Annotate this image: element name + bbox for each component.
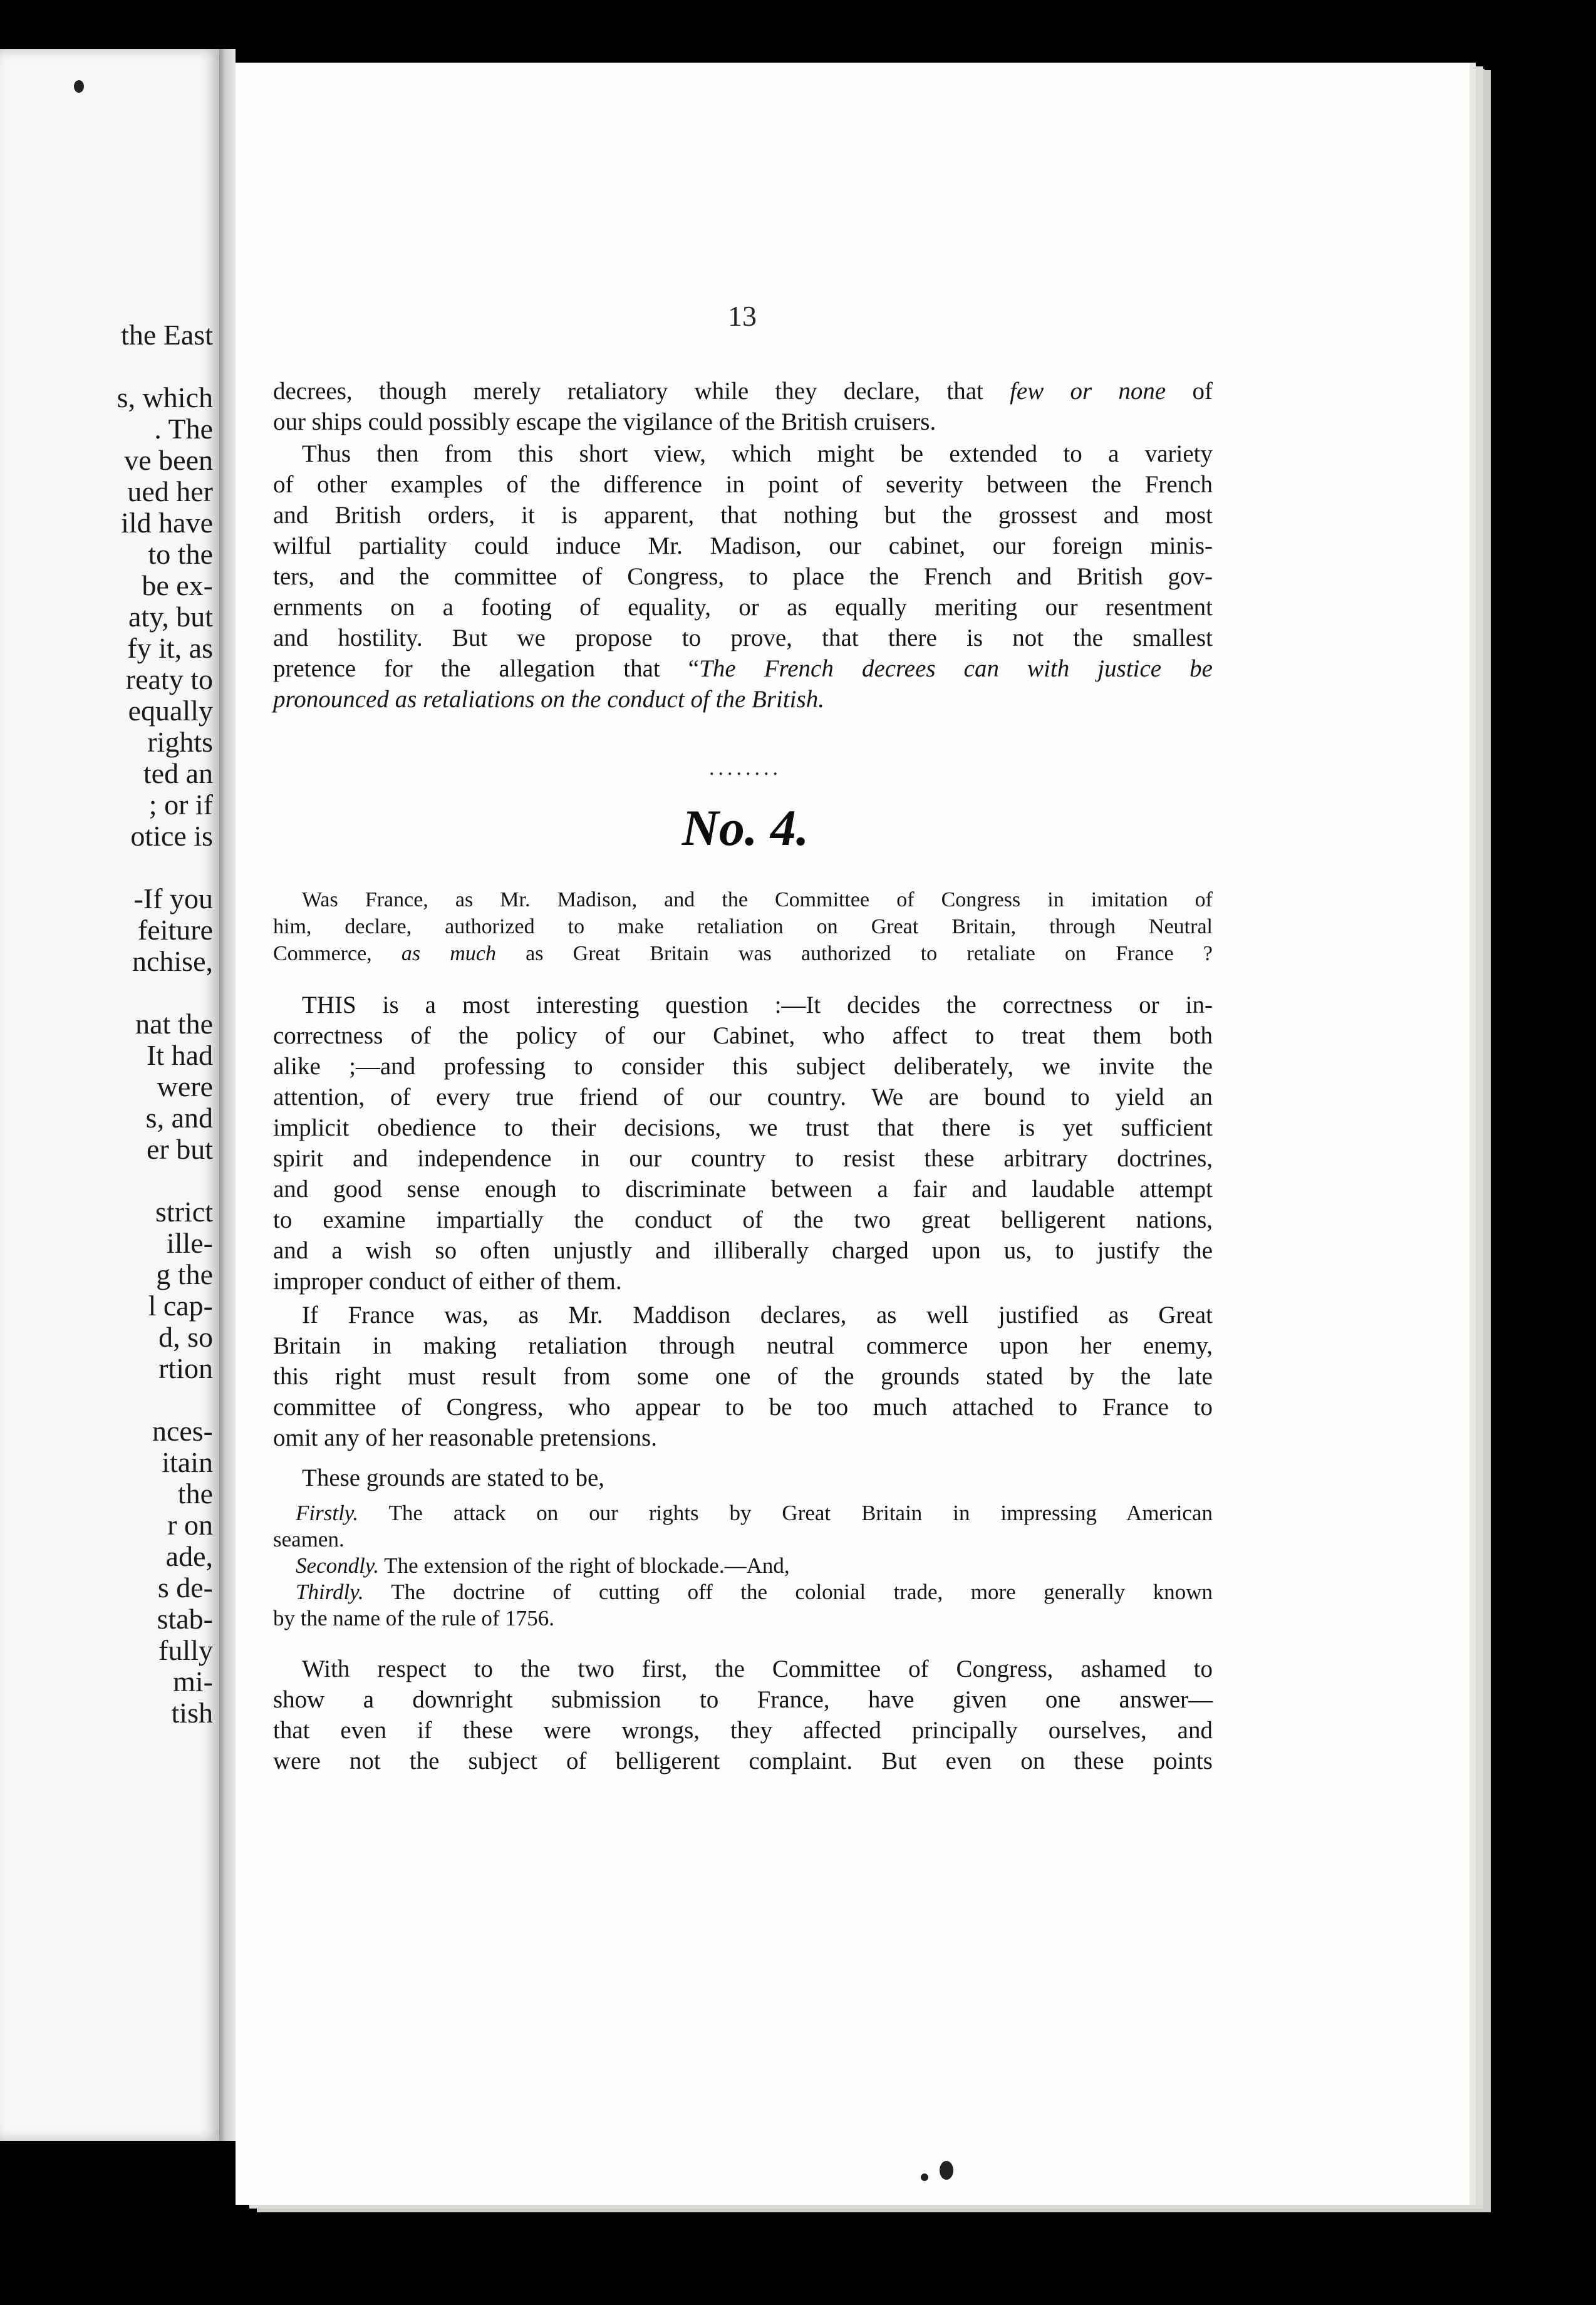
text-line: ters, and the committee of Congress, to place the French and British gov- bbox=[273, 563, 1213, 590]
summary-line-2: him, declare, authorized to make retaliation on Great Britain, through Neutral bbox=[273, 915, 1213, 938]
left-fragment-line: ild have bbox=[121, 507, 213, 539]
book-gutter bbox=[219, 49, 236, 2141]
text-line: These grounds are stated to be, bbox=[302, 1464, 605, 1491]
ink-smudge bbox=[74, 80, 84, 93]
left-fragment-line: s, which bbox=[117, 381, 213, 413]
ink-smudge bbox=[921, 2173, 928, 2181]
section-heading: No. 4. bbox=[681, 799, 809, 856]
section-divider-dots: ........ bbox=[709, 757, 782, 780]
paragraph-grounds bbox=[273, 1463, 1213, 1493]
text-line: show a downright submission to France, have given one answer— bbox=[273, 1686, 1213, 1713]
left-fragment-line: d, so bbox=[158, 1321, 213, 1353]
paragraph-with-respect bbox=[273, 1654, 1213, 1776]
text-line: that even if these were wrongs, they affected principally ourselves, and bbox=[273, 1717, 1213, 1744]
left-fragment-line: It had bbox=[146, 1039, 213, 1071]
left-fragment-line: equally bbox=[128, 695, 213, 727]
left-fragment-line: be ex- bbox=[142, 569, 213, 601]
text-line: improper conduct of either of them. bbox=[273, 1268, 622, 1295]
text-line: implicit obedience to their decisions, we trust that there is yet sufficient bbox=[273, 1114, 1213, 1141]
left-fragment-line: aty, but bbox=[128, 601, 213, 633]
left-fragment-line: nces- bbox=[152, 1415, 213, 1447]
text-line: attention, of every true friend of our country. We are bound to yield an bbox=[273, 1084, 1213, 1111]
intro-line-2: our ships could possibly escape the vigilance of the British cruisers. bbox=[273, 408, 936, 435]
text-line: omit any of her reasonable pretensions. bbox=[273, 1424, 657, 1451]
grounds-list bbox=[273, 1500, 1213, 1632]
page-number: 13 bbox=[728, 300, 757, 332]
left-fragment-line: ve been bbox=[124, 444, 213, 476]
left-fragment-line: s de- bbox=[157, 1572, 213, 1603]
text-line: committee of Congress, who appear to be too much attached to France to bbox=[273, 1394, 1213, 1421]
section-summary bbox=[273, 886, 1213, 967]
left-fragment-line: fy it, as bbox=[127, 632, 213, 664]
left-fragment-line: l cap- bbox=[148, 1290, 213, 1322]
left-fragment-line: otice is bbox=[130, 820, 213, 852]
left-fragment-line: mi- bbox=[173, 1665, 213, 1697]
intro-paragraph bbox=[273, 376, 1213, 437]
text-line: ernments on a footing of equality, or as equally meriting our resentment bbox=[273, 594, 1213, 621]
left-facing-page bbox=[0, 49, 219, 2141]
left-fragment-line: ; or if bbox=[148, 789, 213, 821]
left-fragment-line: stab- bbox=[157, 1603, 213, 1635]
left-fragment-line: to the bbox=[148, 538, 213, 570]
text-line: Britain in making retaliation through neutral commerce upon her enemy, bbox=[273, 1332, 1213, 1359]
list-item-firstly: Firstly. The attack on our rights by Great Britain in impressing American bbox=[296, 1501, 1213, 1525]
summary-line-1: Was France, as Mr. Madison, and the Committee of Congress in imitation of bbox=[302, 888, 1213, 911]
left-fragment-line: ade, bbox=[165, 1540, 213, 1572]
text-line: correctness of the policy of our Cabinet, who affect to treat them both bbox=[273, 1022, 1213, 1049]
list-item-thirdly: Thirdly. The doctrine of cutting off the colonial trade, more generally known bbox=[296, 1580, 1213, 1604]
left-fragment-line: -If you bbox=[133, 883, 213, 914]
text-line: With respect to the two first, the Committee of Congress, ashamed to bbox=[302, 1655, 1213, 1682]
list-item-thirdly-cont: by the name of the rule of 1756. bbox=[273, 1606, 555, 1630]
paragraph-if-france bbox=[273, 1300, 1213, 1453]
left-fragment-line: s, and bbox=[145, 1102, 213, 1134]
paragraph-thus-then bbox=[273, 438, 1213, 715]
text-line: pretence for the allegation that “The French decrees can with justice be bbox=[273, 655, 1213, 682]
summary-line-3: Commerce, as much as Great Britain was authorized to retaliate on France ? bbox=[273, 942, 1213, 965]
left-fragment-line: were bbox=[157, 1070, 213, 1102]
text-line: and hostility. But we propose to prove, that there is not the smallest bbox=[273, 624, 1213, 651]
text-line: and good sense enough to discriminate between a fair and laudable attempt bbox=[273, 1176, 1213, 1203]
left-fragment-line: g the bbox=[156, 1258, 213, 1290]
left-fragment-line: the East bbox=[121, 319, 213, 351]
text-line: were not the subject of belligerent complaint. But even on these points bbox=[273, 1748, 1213, 1774]
paragraph-this-is bbox=[273, 990, 1213, 1297]
left-fragment-line: feiture bbox=[137, 914, 213, 946]
left-fragment-line: tish bbox=[171, 1697, 213, 1729]
text-line: alike ;—and professing to consider this subject deliberately, we invite the bbox=[273, 1053, 1213, 1080]
ink-smudge bbox=[940, 2161, 953, 2180]
text-line: and British orders, it is apparent, that nothing but the grossest and most bbox=[273, 502, 1213, 529]
left-fragment-line: reaty to bbox=[125, 663, 213, 695]
text-line: of other examples of the difference in point of severity between the French bbox=[273, 471, 1213, 498]
text-line: spirit and independence in our country to resist these arbitrary doctrines, bbox=[273, 1145, 1213, 1172]
text-line: to examine impartially the conduct of the two great belligerent nations, bbox=[273, 1206, 1213, 1233]
text-line: this right must result from some one of the grounds stated by the late bbox=[273, 1363, 1213, 1390]
list-item-firstly-cont: seamen. bbox=[273, 1527, 345, 1551]
left-fragment-line: rights bbox=[147, 726, 213, 758]
left-fragment-line: rtion bbox=[158, 1352, 213, 1384]
text-line: Thus then from this short view, which might be extended to a variety bbox=[302, 440, 1213, 467]
text-line: If France was, as Mr. Maddison declares, as well justified as Great bbox=[302, 1302, 1213, 1329]
left-fragment-line: fully bbox=[158, 1634, 213, 1666]
left-fragment-line: itain bbox=[162, 1446, 213, 1478]
intro-line-1: decrees, though merely retaliatory while they declare, that few or none of bbox=[273, 378, 1213, 405]
left-fragment-line: . The bbox=[154, 413, 213, 445]
text-line: pronounced as retaliations on the conduct of the British. bbox=[273, 686, 824, 713]
left-fragment-line: r on bbox=[167, 1509, 213, 1541]
left-fragment-line: ille- bbox=[166, 1227, 213, 1259]
text-line: and a wish so often unjustly and illiberally charged upon us, to justify the bbox=[273, 1237, 1213, 1264]
left-fragment-line: the bbox=[177, 1478, 213, 1510]
left-fragment-line: ted an bbox=[143, 757, 213, 789]
left-fragment-line: ued her bbox=[127, 475, 213, 507]
text-line: wilful partiality could induce Mr. Madison, our cabinet, our foreign minis- bbox=[273, 532, 1213, 559]
left-fragment-line: nat the bbox=[135, 1008, 213, 1040]
left-fragment-line: nchise, bbox=[132, 945, 213, 977]
left-fragment-line: er but bbox=[146, 1133, 213, 1165]
left-fragment-line: strict bbox=[155, 1196, 213, 1228]
text-line: THIS is a most interesting question :—It decides the correctness or in- bbox=[302, 992, 1213, 1018]
list-item-secondly: Secondly. The extension of the right of blockade.—And, bbox=[296, 1553, 790, 1578]
